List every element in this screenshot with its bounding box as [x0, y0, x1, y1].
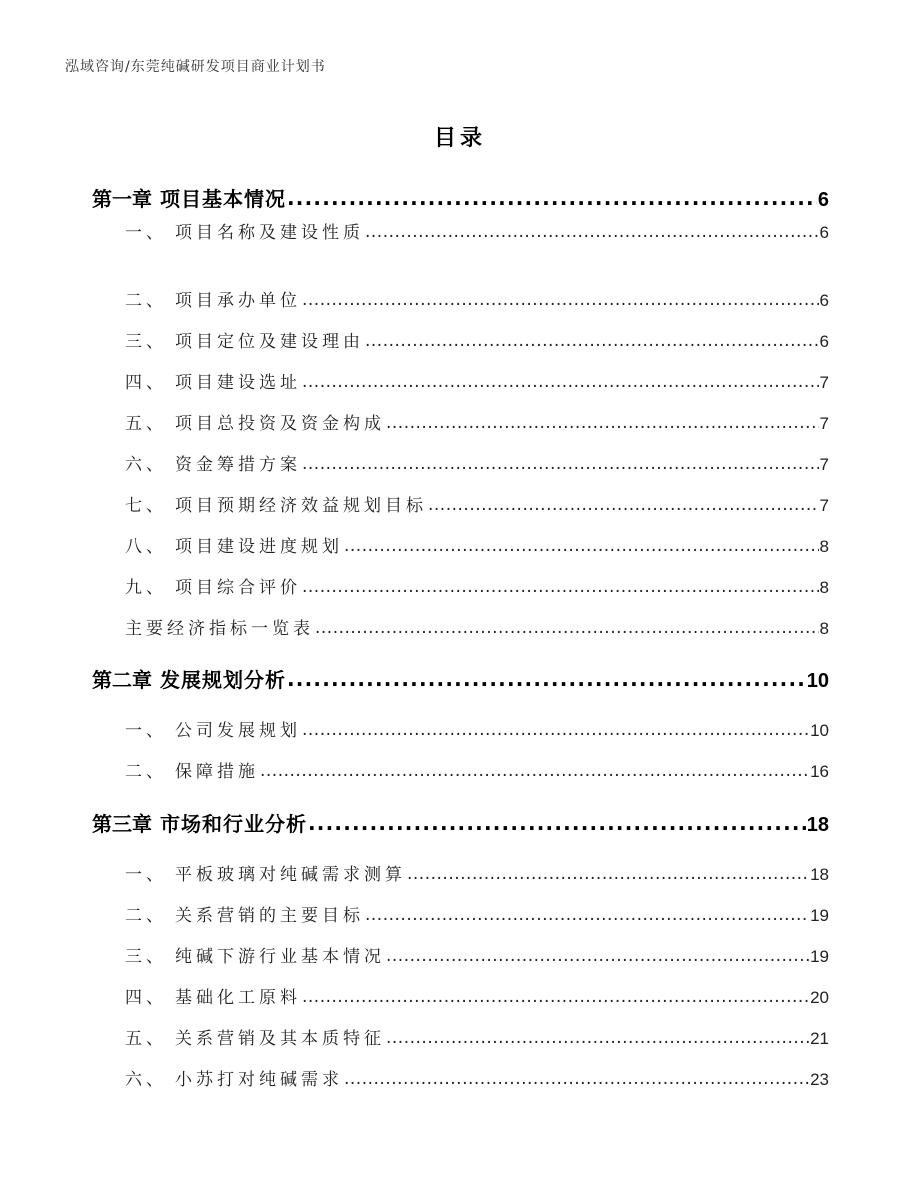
- toc-entry-page: 8: [819, 578, 829, 597]
- toc-entry-number: 第三章: [92, 812, 152, 836]
- toc-entry-number: 二、: [125, 762, 167, 782]
- toc-section-3-1[interactable]: [125, 860, 829, 884]
- toc-entry-label: 项目总投资及资金构成: [175, 414, 385, 434]
- toc-entry-page: 8: [819, 619, 829, 638]
- dot-leader: [407, 864, 809, 884]
- toc-entry-page: 21: [810, 1029, 829, 1048]
- toc-section-1-7[interactable]: [125, 491, 829, 515]
- toc-entry-number: 第一章: [92, 187, 152, 211]
- toc-entry-number: 六、: [125, 455, 167, 475]
- toc-entry-page: 19: [810, 906, 829, 925]
- toc-entry-page: 20: [810, 988, 829, 1007]
- toc-entry-label: 项目建设进度规划: [175, 537, 343, 557]
- toc-entry-label: 关系营销及其本质特征: [175, 1029, 385, 1049]
- toc-entry-label: 发展规划分析: [160, 668, 286, 692]
- toc-entry-page: 7: [819, 414, 829, 433]
- toc-entry-page: 6: [819, 223, 829, 242]
- toc-entry-number: 一、: [125, 223, 167, 243]
- dot-leader: [344, 536, 819, 556]
- toc-entry-number: 第二章: [92, 668, 152, 692]
- toc-entry-number: 五、: [125, 1029, 167, 1049]
- toc-entry-number: 五、: [125, 414, 167, 434]
- toc-entry-number: 九、: [125, 578, 167, 598]
- toc-section-1-indicators-table[interactable]: [125, 614, 829, 638]
- toc-chapter-2[interactable]: [92, 664, 829, 692]
- toc-entry-number: 七、: [125, 496, 167, 516]
- toc-entry-page: 7: [819, 496, 829, 515]
- toc-section-1-3[interactable]: [125, 327, 829, 351]
- toc-entry-page: 7: [819, 373, 829, 392]
- toc-chapter-3[interactable]: [92, 808, 829, 836]
- toc-entry-number: 一、: [125, 865, 167, 885]
- toc-entry-label: 关系营销的主要目标: [175, 906, 364, 926]
- dot-leader: [344, 1069, 809, 1089]
- dot-leader: [386, 413, 819, 433]
- toc-entry-label: 基础化工原料: [175, 988, 301, 1008]
- dot-leader: [302, 577, 819, 597]
- toc-entry-label: 资金筹措方案: [175, 455, 301, 475]
- toc-section-1-9[interactable]: [125, 573, 829, 597]
- toc-entry-number: 四、: [125, 373, 167, 393]
- dot-leader: [302, 372, 819, 392]
- toc-entry-page: 7: [819, 455, 829, 474]
- dot-leader: [308, 811, 806, 835]
- toc-section-1-1[interactable]: [125, 218, 829, 242]
- toc-entry-label: 项目基本情况: [160, 187, 286, 211]
- toc-entry-label: 纯碱下游行业基本情况: [175, 947, 385, 967]
- toc-entry-page: 8: [819, 537, 829, 556]
- dot-leader: [302, 720, 809, 740]
- toc-section-1-8[interactable]: [125, 532, 829, 556]
- dot-leader: [302, 987, 809, 1007]
- dot-leader: [386, 1028, 809, 1048]
- toc-entry-number: 六、: [125, 1070, 167, 1090]
- toc-section-1-2[interactable]: [125, 286, 829, 310]
- toc-entry-label: 项目名称及建设性质: [175, 223, 364, 243]
- toc-entry-label: 项目预期经济效益规划目标: [175, 496, 427, 516]
- toc-entry-label: 主要经济指标一览表: [125, 619, 314, 639]
- dot-leader: [302, 454, 819, 474]
- toc-entry-label: 公司发展规划: [175, 721, 301, 741]
- toc-entry-number: 二、: [125, 906, 167, 926]
- toc-entry-label: 平板玻璃对纯碱需求测算: [175, 865, 406, 885]
- toc-entry-page: 23: [810, 1070, 829, 1089]
- running-header: 泓域咨询/东莞纯碱研发项目商业计划书: [65, 59, 326, 75]
- toc-entry-page: 18: [806, 814, 829, 836]
- toc-section-1-4[interactable]: [125, 368, 829, 392]
- toc-entry-page: 18: [810, 865, 829, 884]
- toc-section-1-5[interactable]: [125, 409, 829, 433]
- toc-entry-page: 6: [817, 189, 829, 211]
- toc-entry-number: 八、: [125, 537, 167, 557]
- toc-section-3-6[interactable]: [125, 1065, 829, 1089]
- dot-leader: [428, 495, 819, 515]
- toc-entry-label: 项目定位及建设理由: [175, 332, 364, 352]
- toc-entry-page: 10: [806, 670, 829, 692]
- toc-entry-label: 市场和行业分析: [160, 812, 307, 836]
- dot-leader: [302, 290, 819, 310]
- toc-section-1-6[interactable]: [125, 450, 829, 474]
- toc-entry-number: 三、: [125, 332, 167, 352]
- toc-title: 目录: [433, 126, 486, 151]
- toc-section-3-5[interactable]: [125, 1024, 829, 1048]
- toc-entry-number: 一、: [125, 721, 167, 741]
- toc-entry-page: 6: [819, 332, 829, 351]
- toc-section-2-1[interactable]: [125, 716, 829, 740]
- toc-entry-label: 项目建设选址: [175, 373, 301, 393]
- toc-entry-label: 保障措施: [175, 762, 259, 782]
- dot-leader: [287, 186, 817, 210]
- dot-leader: [365, 905, 809, 925]
- dot-leader: [365, 331, 819, 351]
- toc-entry-page: 16: [810, 762, 829, 781]
- toc-entry-page: 10: [810, 721, 829, 740]
- dot-leader: [260, 761, 809, 781]
- toc-section-3-3[interactable]: [125, 942, 829, 966]
- toc-chapter-1[interactable]: [92, 183, 829, 211]
- toc-section-3-2[interactable]: [125, 901, 829, 925]
- toc-entry-number: 三、: [125, 947, 167, 967]
- toc-entry-label: 项目综合评价: [175, 578, 301, 598]
- toc-section-2-2[interactable]: [125, 757, 829, 781]
- dot-leader: [315, 618, 819, 638]
- toc-entry-page: 6: [819, 291, 829, 310]
- dot-leader: [365, 222, 819, 242]
- toc-entry-label: 项目承办单位: [175, 291, 301, 311]
- dot-leader: [386, 946, 809, 966]
- toc-entry-page: 19: [810, 947, 829, 966]
- toc-entry-label: 小苏打对纯碱需求: [175, 1070, 343, 1090]
- toc-entry-number: 二、: [125, 291, 167, 311]
- toc-section-3-4[interactable]: [125, 983, 829, 1007]
- toc-entry-number: 四、: [125, 988, 167, 1008]
- dot-leader: [287, 667, 806, 691]
